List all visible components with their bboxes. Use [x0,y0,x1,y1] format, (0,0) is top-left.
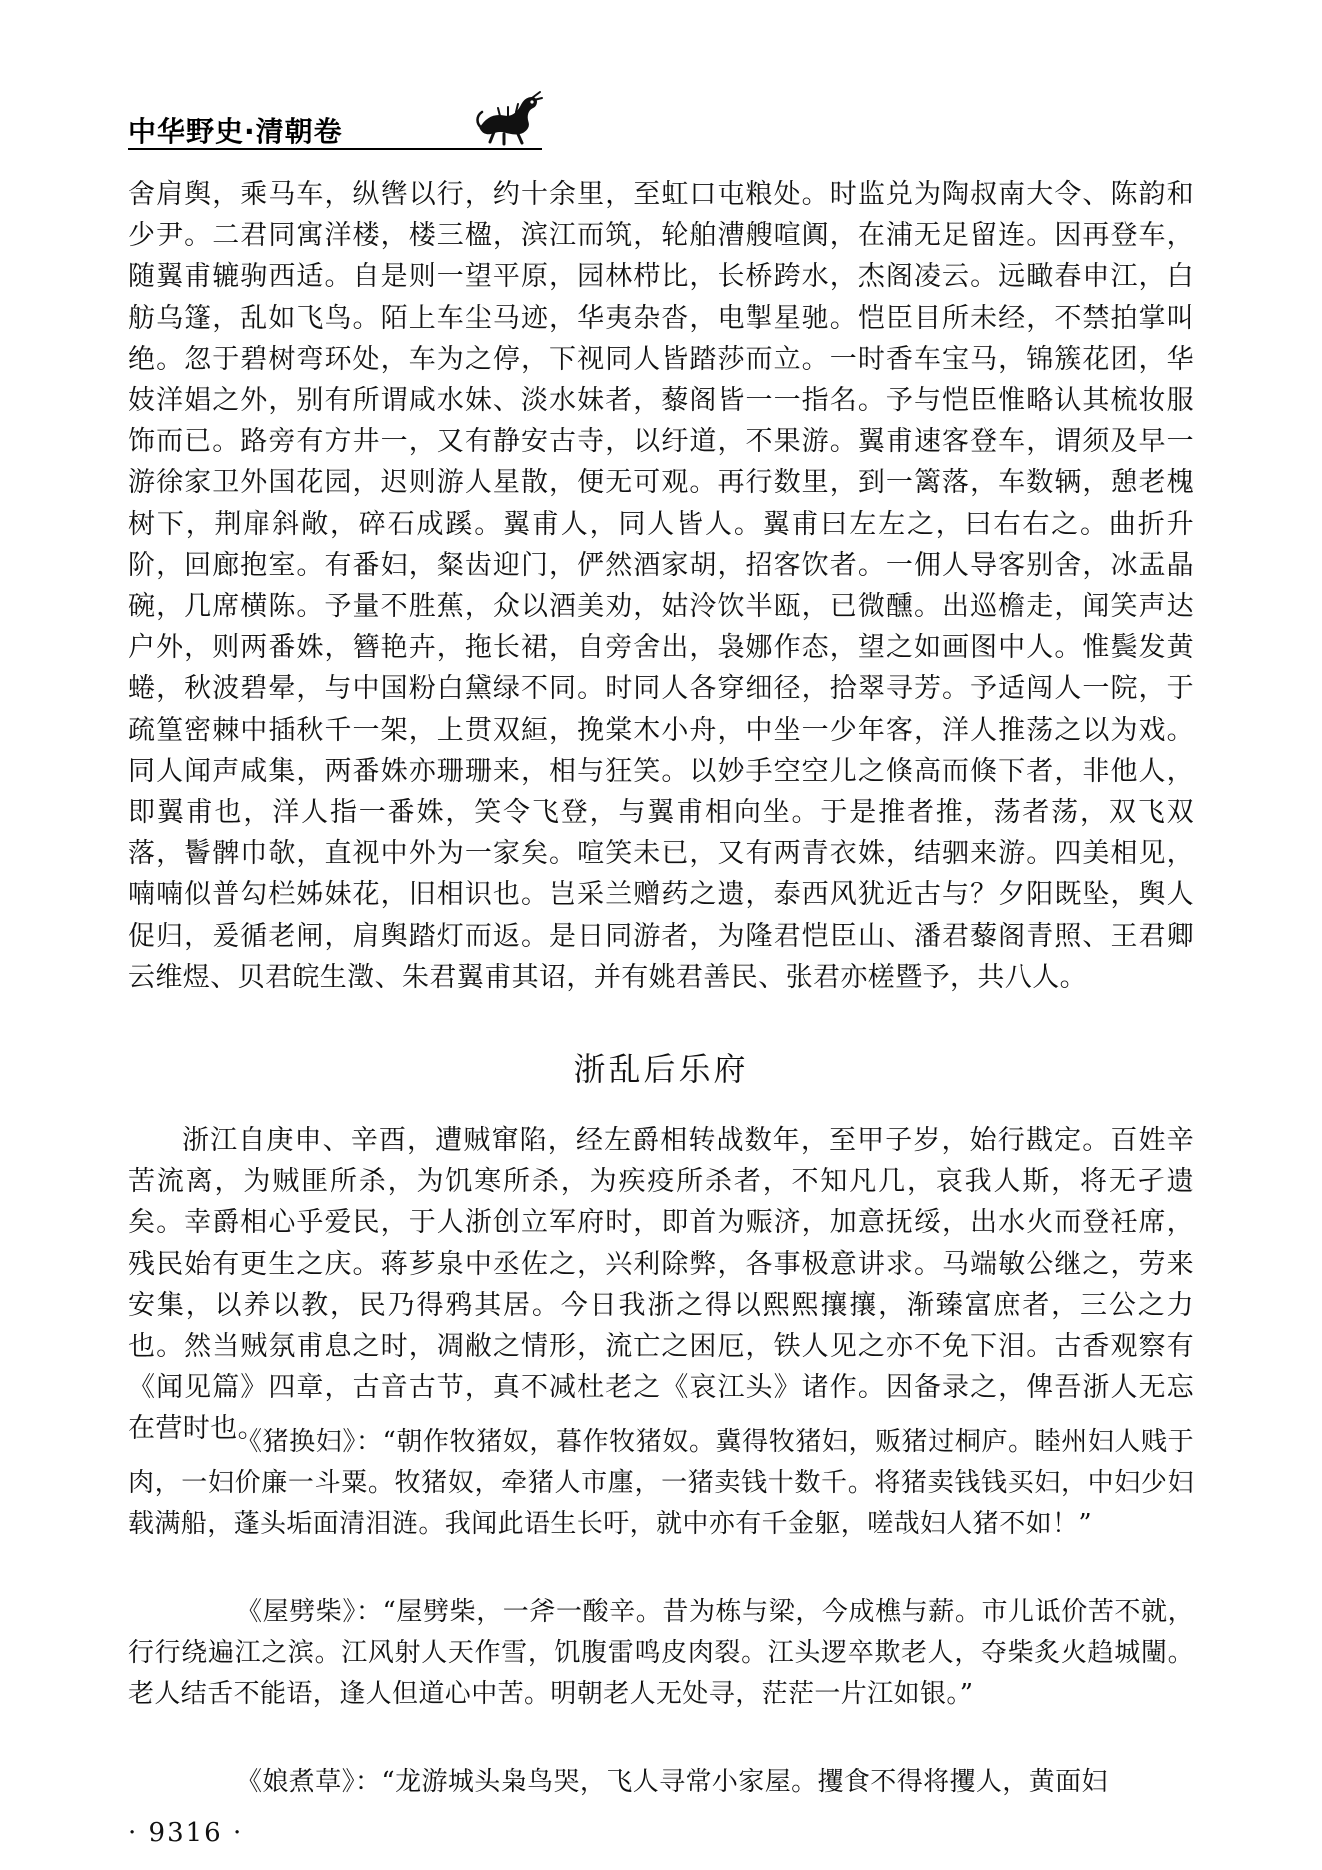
header-rule [128,148,542,150]
page-number: · 9316 · [128,1818,244,1848]
book-title: 中华野史·清朝卷 [128,115,343,148]
running-header [128,88,542,150]
dragon-icon [474,88,544,146]
poem-paragraph: 《屋劈柴》：“屋劈柴，一斧一酸辛。昔为栋与梁，今成樵与薪。市儿诋价苦不就，行行绕遍江之滨。江风射人天作雪，饥腹雷鸣皮肉裂。江头逻卒欺老人，夺柴炙火趋城闉。老人结舌不能语，逢人但道心中苦。明朝老人无处寻，茫茫一片江如银。” [128,1597,1194,1709]
section-title: 浙乱后乐府 [573,1050,749,1088]
poem-paragraph: 《娘煮草》：“龙游城头枭鸟哭，飞人寻常小家屋。攫食不得将攫人，黄面妇 [236,1767,1108,1797]
poem-paragraph: 《猪换妇》：“朝作牧猪奴，暮作牧猪奴。冀得牧猪妇，贩猪过桐庐。睦州妇人贱于肉，一妇价廉一斗粟。牧猪奴，牵猪人市廛，一猪卖钱十数千。将猪卖钱钱买妇，中妇少妇载满船，蓬头垢面清泪涟。我闻此语生长吁，就中亦有千金躯，嗟哉妇人猪不如！” [128,1427,1194,1539]
section-intro-paragraph: 浙江自庚申、辛酉，遭贼窜陷，经左爵相转战数年，至甲子岁，始行戡定。百姓辛苦流离，为贼匪所杀，为饥寒所杀，为疾疫所杀者，不知凡几，哀我人斯，将无孑遗矣。幸爵相心乎爱民，于人浙创立军府时，即首为赈济，加意抚绥，出水火而登衽席，残民始有更生之庆。蒋芗泉中丞佐之，兴利除弊，各事极意讲求。马端敏公继之，劳来安集，以养以教，民乃得鸦其居。今日我浙之得以熙熙攘攘，渐臻富庶者，三公之力也。然当贼氛甫息之时，凋敝之情形，流亡之困厄，铁人见之亦不免下泪。古香观察有《闻见篇》四章，古音古节，真不减杜老之《哀江头》诸作。因备录之，俾吾浙人无忘在营时也。 [128,1125,1194,1445]
body-paragraph: 舍肩舆，乘马车，纵辔以行，约十余里，至虹口屯粮处。时监兑为陶叔南大令、陈韵和少尹。二君同寓洋楼，楼三楹，滨江而筑，轮舶漕艘喧阗，在浦无足留连。因再登车，随翼甫辘驹西适。自是则一望平原，园林栉比，长桥跨水，杰阁凌云。远瞰春申江，白舫乌篷，乱如飞鸟。陌上车尘马迹，华夷杂沓，电掣星驰。恺臣目所未经，不禁拍掌叫绝。忽于碧树弯环处，车为之停，下视同人皆踏莎而立。一时香车宝马，锦簇花团，华妓洋娼之外，别有所谓咸水妹、淡水妹者，藜阁皆一一指名。予与恺臣惟略认其梳妆服饰而已。路旁有方井一，又有静安古寺，以纡道，不果游。翼甫速客登车，谓须及早一游徐家卫外国花园，迟则游人星散，便无可观。再行数里，到一篱落，车数辆，憩老槐树下，荆扉斜敞，碎石成蹊。翼甫人，同人皆人。翼甫曰左左之，曰右右之。曲折升阶，回廊抱室。有番妇，粲齿迎门，俨然酒家胡，招客饮者。一佣人导客别舍，冰盂晶碗，几席横陈。予量不胜蕉，众以酒美劝，姑泠饮半瓯，已微醺。出巡檐走，闻笑声达户外，则两番姝，簪艳卉，拖长裙，自旁舍出，袅娜作态，望之如画图中人。惟鬓发黄蜷，秋波碧晕，与中国粉白黛绿不同。时同人各穿细径，拾翠寻芳。予适闯人一院，于疏篁密棘中插秋千一架，上贯双絙，挽棠木小舟，中坐一少年客，洋人推荡之以为戏。同人闻声咸集，两番姝亦珊珊来，相与狂笑。以妙手空空儿之倏高而倏下者，非他人，即翼甫也，洋人指一番姝，笑令飞登，与翼甫相向坐。于是推者推，荡者荡，双飞双落，鬠髀巾欹，直视中外为一家矣。喧笑未已，又有两青衣姝，结驷来游。四美相见，喃喃似普勾栏姊妹花，旧相识也。岂采兰赠药之遗，泰西风犹近古与？夕阳既坠，舆人促归，爰循老闸，肩舆踏灯而返。是日同游者，为隆君恺臣山、潘君藜阁青照、王君卿云维煜、贝君皖生澂、朱君翼甫其诏，并有姚君善民、张君亦槎暨予，共八人。 [128,179,1194,993]
